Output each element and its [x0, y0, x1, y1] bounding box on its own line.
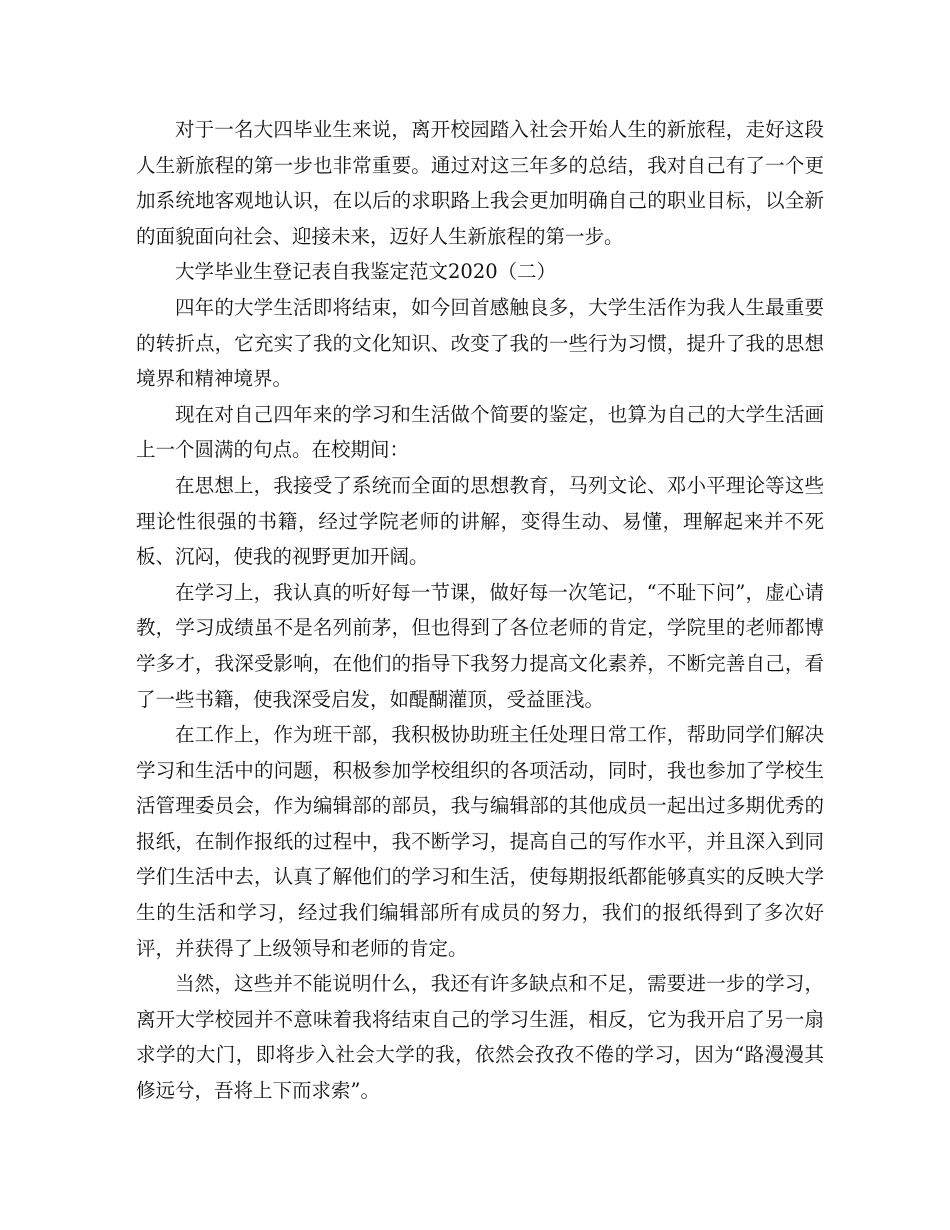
- paragraph-work: 在工作上，作为班干部，我积极协助班主任处理日常工作，帮助同学们解决学习和生活中的问题，积极参加学校组织的各项活动，同时，我也参加了学校生活管理委员会，作为编辑部的部员，我与编辑部的其他成员一起出过多期优秀的报纸，在制作报纸的过程中，我不断学习，提高自己的写作水平，并且深入到同学们生活中去，认真了解他们的学习和生活，使每期报纸都能够真实的反映大学生的生活和学习，经过我们编辑部所有成员的努力，我们的报纸得到了多次好评，并获得了上级领导和老师的肯定。: [136, 723, 824, 960]
- paragraph-intro-conclusion: 对于一名大四毕业生来说，离开校园踏入社会开始人生的新旅程，走好这段人生新旅程的第一步也非常重要。通过对这三年多的总结，我对自己有了一个更加系统地客观地认识，在以后的求职路上我会更加明确自己的职业目标，以全新的面貌面向社会、迎接未来，迈好人生新旅程的第一步。: [136, 118, 824, 248]
- document-body: [136, 112, 824, 1109]
- paragraph-thought: 在思想上，我接受了系统而全面的思想教育，马列文论、邓小平理论等这些理论性很强的书籍，经过学院老师的讲解，变得生动、易懂，理解起来并不死板、沉闷，使我的视野更加开阔。: [136, 473, 824, 569]
- paragraph-summary: 现在对自己四年来的学习和生活做个简要的鉴定，也算为自己的大学生活画上一个圆满的句点。在校期间：: [136, 402, 824, 462]
- paragraph-closing: 当然，这些并不能说明什么，我还有许多缺点和不足，需要进一步的学习，离开大学校园并不意味着我将结束自己的学习生涯，相反，它为我开启了另一扇求学的大门，即将步入社会大学的我，依然会孜孜不倦的学习，因为“路漫漫其修远兮，吾将上下而求索”。: [136, 972, 824, 1103]
- paragraph-study: 在学习上，我认真的听好每一节课，做好每一次笔记，“不耻下问”，虚心请教，学习成绩虽不是名列前茅，但也得到了各位老师的肯定，学院里的老师都博学多才，我深受影响，在他们的指导下我努力提高文化素养，不断完善自己，看了一些书籍，使我深受启发，如醍醐灌顶，受益匪浅。: [136, 580, 824, 711]
- paragraph-opening: 四年的大学生活即将结束，如今回首感触良多，大学生活作为我人生最重要的转折点，它充实了我的文化知识、改变了我的一些行为习惯，提升了我的思想境界和精神境界。: [136, 295, 824, 391]
- section-heading: 大学毕业生登记表自我鉴定范文2020（二）: [175, 260, 557, 284]
